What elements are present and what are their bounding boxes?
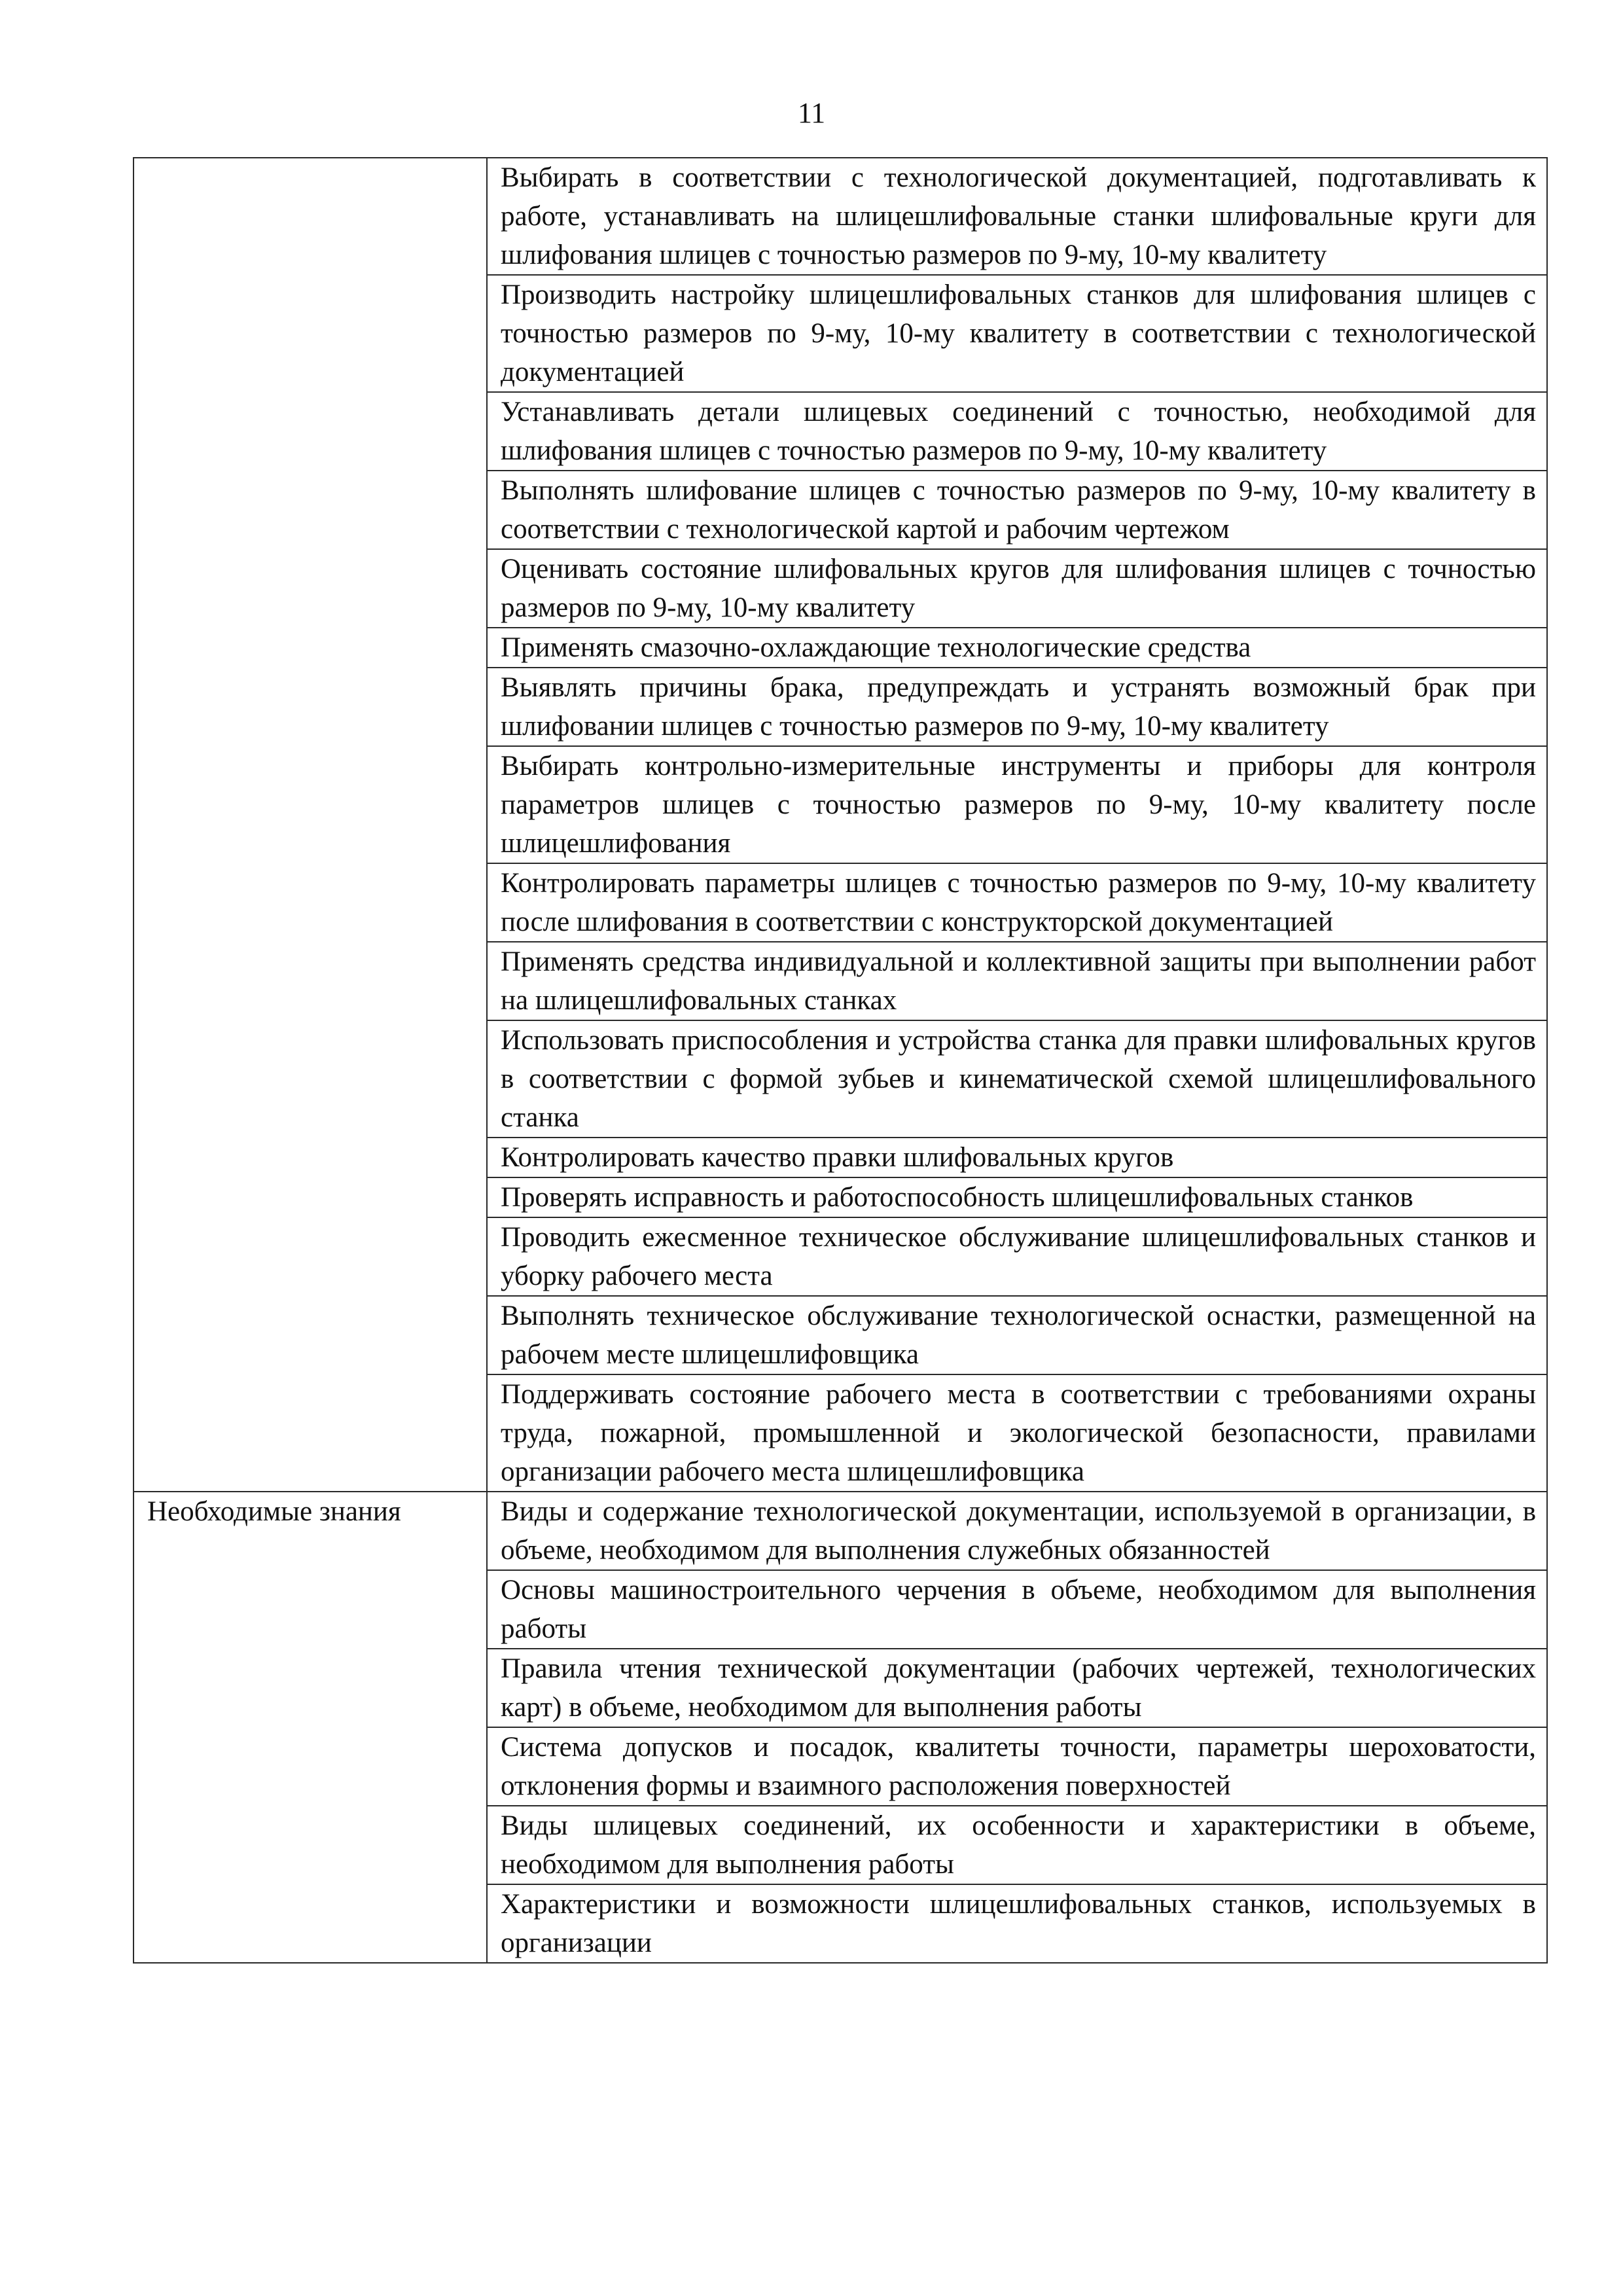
skill-item: Устанавливать детали шлицевых соединений с точностью, необходимой для шлифования шлицев с точностью размеров по 9-му, 10-му квалитету	[487, 392, 1547, 471]
skill-item: Производить настройку шлицешлифовальных станков для шлифования шлицев с точностью размеров по 9-му, 10-му квалитету в соответствии с технологической документацией	[487, 275, 1547, 392]
skill-item: Использовать приспособления и устройства станка для правки шлифовальных кругов в соответствии с формой зубьев и кинематической схемой шлицешлифовального станка	[487, 1020, 1547, 1138]
skill-item: Проверять исправность и работоспособность шлицешлифовальных станков	[487, 1177, 1547, 1217]
table-row	[134, 158, 1547, 275]
skill-item: Выполнять техническое обслуживание технологической оснастки, размещенной на рабочем месте шлицешлифовщика	[487, 1296, 1547, 1374]
skill-item: Выполнять шлифование шлицев с точностью размеров по 9-му, 10-му квалитету в соответствии с технологической картой и рабочим чертежом	[487, 471, 1547, 549]
skill-item: Поддерживать состояние рабочего места в соответствии с требованиями охраны труда, пожарной, промышленной и экологической безопасности, правилами организации рабочего места шлицешлифовщика	[487, 1374, 1547, 1492]
skills-section-label-cell	[134, 158, 487, 1492]
knowledge-item: Система допусков и посадок, квалитеты точности, параметры шероховатости, отклонения формы и взаимного расположения поверхностей	[487, 1727, 1547, 1806]
knowledge-item: Правила чтения технической документации (рабочих чертежей, технологических карт) в объеме, необходимом для выполнения работы	[487, 1649, 1547, 1727]
skill-item: Оценивать состояние шлифовальных кругов для шлифования шлицев с точностью размеров по 9-му, 10-му квалитету	[487, 549, 1547, 628]
knowledge-item: Виды шлицевых соединений, их особенности и характеристики в объеме, необходимом для выполнения работы	[487, 1806, 1547, 1884]
skill-item: Выбирать в соответствии с технологической документацией, подготавливать к работе, устанавливать на шлицешлифовальные станки шлифовальные круги для шлифования шлицев с точностью размеров по 9-му, 10-му квалитету	[487, 158, 1547, 275]
page-number: 11	[797, 97, 826, 129]
skill-item: Применять смазочно-охлаждающие технологические средства	[487, 628, 1547, 668]
skill-item: Проводить ежесменное техническое обслуживание шлицешлифовальных станков и уборку рабочего места	[487, 1217, 1547, 1296]
skill-item: Контролировать качество правки шлифовальных кругов	[487, 1138, 1547, 1177]
skill-item: Контролировать параметры шлицев с точностью размеров по 9-му, 10-му квалитету после шлифования в соответствии с конструкторской документацией	[487, 863, 1547, 942]
skill-item: Выявлять причины брака, предупреждать и устранять возможный брак при шлифовании шлицев с точностью размеров по 9-му, 10-му квалитету	[487, 668, 1547, 746]
knowledge-item: Основы машиностроительного черчения в объеме, необходимом для выполнения работы	[487, 1570, 1547, 1649]
table-row	[134, 1492, 1547, 1570]
knowledge-section-label: Необходимые знания	[147, 1496, 401, 1527]
skill-item: Применять средства индивидуальной и коллективной защиты при выполнении работ на шлицешлифовальных станках	[487, 942, 1547, 1020]
knowledge-item: Виды и содержание технологической документации, используемой в организации, в объеме, необходимом для выполнения служебных обязанностей	[487, 1492, 1547, 1570]
knowledge-item: Характеристики и возможности шлицешлифовальных станков, используемых в организации	[487, 1884, 1547, 1963]
requirements-table	[133, 157, 1548, 1964]
knowledge-section-label-cell	[134, 1492, 487, 1963]
skill-item: Выбирать контрольно-измерительные инструменты и приборы для контроля параметров шлицев с точностью размеров по 9-му, 10-му квалитету после шлицешлифования	[487, 746, 1547, 863]
